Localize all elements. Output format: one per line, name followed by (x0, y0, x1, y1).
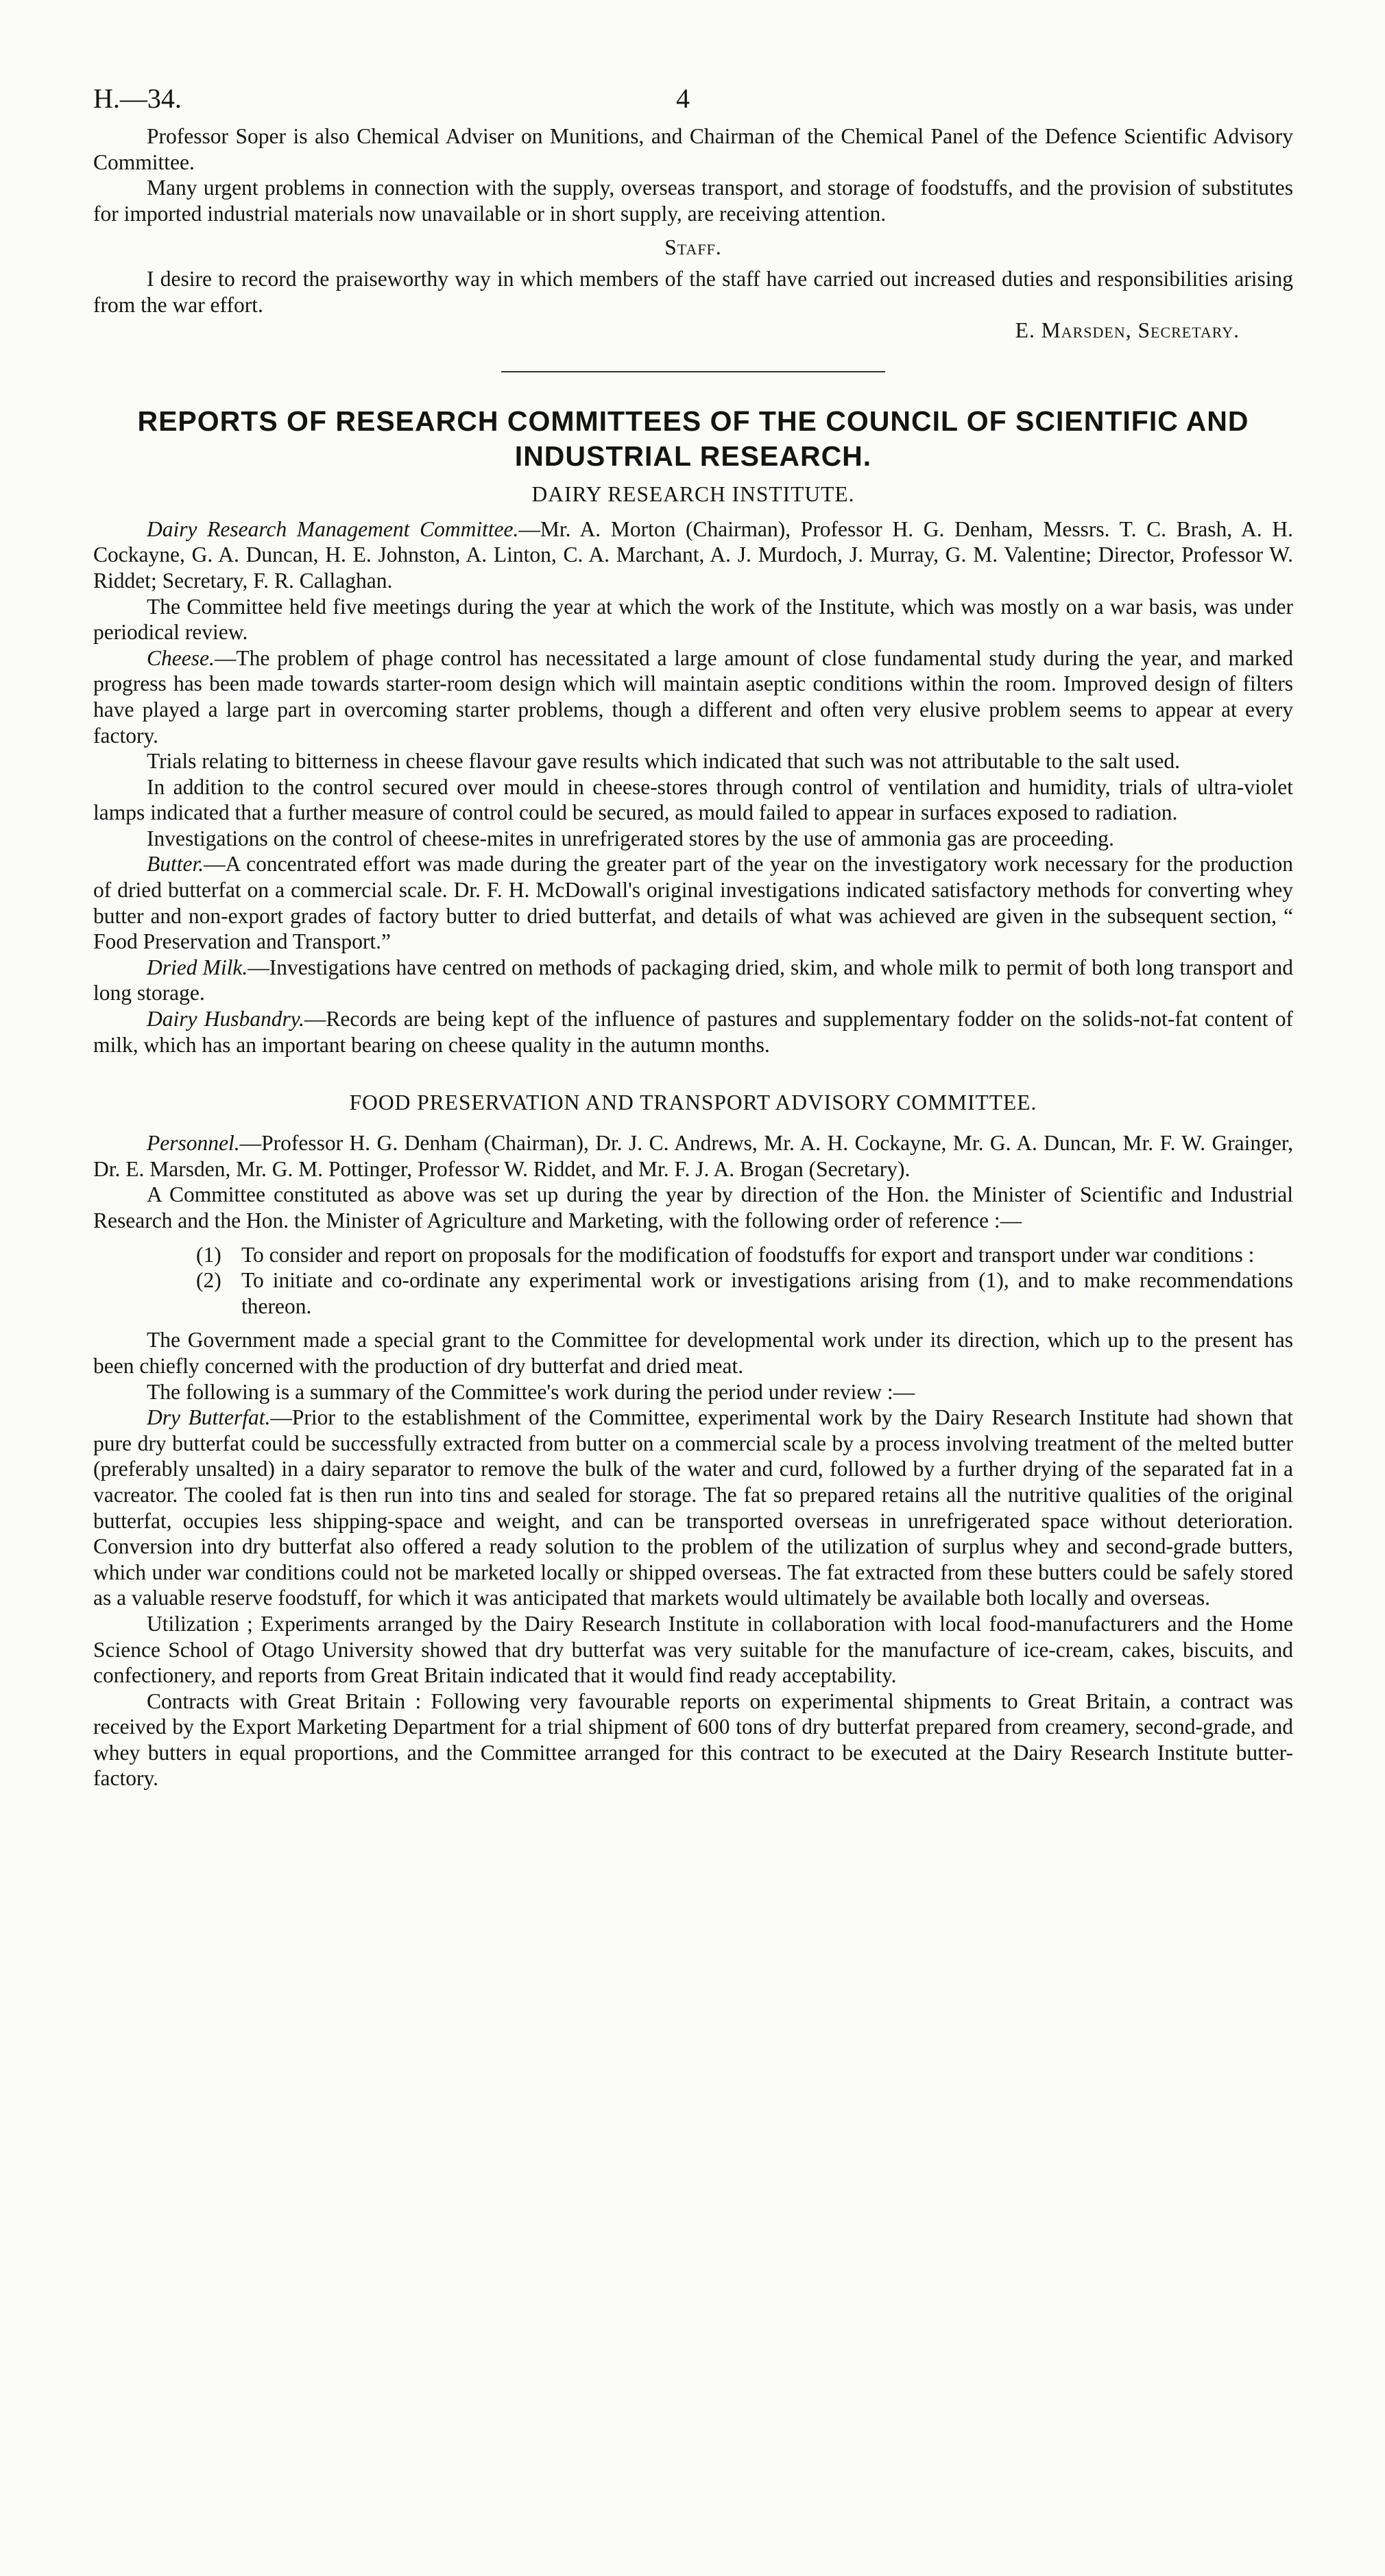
reference-number: (1) (196, 1242, 221, 1267)
dry-butterfat-text: —Prior to the establishment of the Committee, experimental work by the Dairy Research Institute had shown that pure dry butterfat could be successfully extracted from butter on a commercial scale by a process involving treatment of the melted butter (preferably unsalted) in a dairy separator to remove the bulk of the water and curd, followed by a further drying of the separated fat in a vacreator. The cooled fat is then run into tins and sealed for storage. The fat so prepared retains all the nutritive qualities of the original butterfat, occupies less shipping-space and weight, and can be transported overseas in unrefrigerated space without deterioration. Conversion into dry butterfat also offered a ready solution to the problem of the utilization of surplus whey and second-grade butters, which under war conditions could not be marketed locally or shipped overseas. The fat extracted from these butters could be safely stored as a valuable reserve foodstuff, for which it was anticipated that markets would ultimately be available both locally and overseas. (93, 1405, 1293, 1610)
summary-paragraph: The following is a summary of the Committee's work during the period under review :— (147, 1379, 915, 1404)
dry-butterfat-label: Dry Butterfat. (147, 1405, 271, 1430)
personnel-paragraph (93, 1130, 1293, 1182)
reference-text: To initiate and co-ordinate any experimental work or investigations arising from (1), and to make recommendations thereon. (241, 1268, 1293, 1318)
contracts-paragraph: Contracts with Great Britain : Following very favourable reports on experimental shipments to Great Britain, a contract was received by the Export Marketing Department for a trial shipment of 600 tons of dry butterfat prepared from creamery, second-grade, and whey butters in equal proportions, and the Committee arranged for this contract to be executed at the Dairy Research Institute butter-factory. (93, 1689, 1293, 1791)
staff-paragraph: I desire to record the praiseworthy way in which members of the staff have carried out increased duties and responsibilities arising from the war effort. (93, 266, 1293, 317)
butter-label: Butter. (147, 852, 204, 876)
dairy-husbandry-text: —Records are being kept of the influence of pastures and supplementary fodder on the solids-not-fat content of milk, which has an important bearing on cheese quality in the autumn months. (93, 1007, 1294, 1057)
page-header (93, 82, 1293, 123)
page-number: 4 (676, 83, 690, 114)
food-heading: FOOD PRESERVATION AND TRANSPORT ADVISORY COMMITTEE. (349, 1090, 1037, 1115)
butter-paragraph (93, 851, 1293, 954)
dairy-management-paragraph (93, 516, 1293, 594)
dairy-husbandry-paragraph (93, 1006, 1293, 1058)
mould-paragraph: In addition to the control secured over mould in cheese-stores through control of ventilation and humidity, trials of ultra-violet lamps indicated that a further measure of control could be secured, as mould failed to appear in surfaces exposed to radiation. (93, 774, 1293, 825)
document-reference: H.—34. (93, 83, 182, 114)
intro-paragraph-soper: Professor Soper is also Chemical Adviser on Munitions, and Chairman of the Chemical Panel of the Defence Scientific Advisory Committee. (93, 124, 1293, 174)
butter-text: —A concentrated effort was made during the greater part of the year on the investigatory work necessary for the production of dried butterfat on a commercial scale. Dr. F. H. McDowall's original investigations indicated satisfactory methods for converting whey butter and non-export grades of factory butter to dried butterfat, and details of what was achieved are given in the subsequent section, “ Food Preservation and Transport.” (93, 852, 1293, 954)
signature (93, 318, 1293, 344)
section-divider (501, 371, 885, 372)
bitterness-paragraph: Trials relating to bitterness in cheese flavour gave results which indicated that such was not attributable to the salt used. (147, 749, 1180, 774)
main-heading: REPORTS OF RESEARCH COMMITTEES OF THE COUNCIL OF SCIENTIFIC AND INDUSTRIAL RESEARCH. (137, 405, 1249, 472)
cheese-label: Cheese. (147, 645, 215, 670)
dried-milk-text: —Investigations have centred on methods of packaging dried, skim, and whole milk to permit of both long transport and long storage. (93, 955, 1293, 1005)
reference-number: (2) (196, 1268, 221, 1293)
dairy-management-text: —Mr. A. Morton (Chairman), Professor H. G. Denham, Messrs. T. C. Brash, A. H. Cockayne, G. A. Duncan, H. E. Johnston, A. Linton, C. A. Marchant, A. J. Murdoch, J. Murray, G. M. Valentine; Director, Professor W. Riddet; Secretary, F. R. Callaghan. (93, 516, 1293, 593)
dairy-heading: DAIRY RESEARCH INSTITUTE. (531, 481, 855, 506)
document-page (93, 82, 1293, 1791)
dairy-management-label: Dairy Research Management Committee. (147, 516, 519, 541)
mites-paragraph: Investigations on the control of cheese-mites in unrefrigerated stores by the use of ammonia gas are proceeding. (147, 826, 1114, 850)
dried-milk-paragraph (93, 955, 1293, 1006)
dairy-husbandry-label: Dairy Husbandry. (147, 1007, 304, 1031)
cheese-text: —The problem of phage control has necessitated a large amount of close fundamental study during the year, and marked progress has been made towards starter-room design which will maintain aseptic conditions within the room. Improved design of filters have played a large part in overcoming starter problems, though a different and often very elusive problem seems to appear at every factory. (93, 645, 1293, 748)
cheese-paragraph (93, 645, 1293, 748)
reference-text: To consider and report on proposals for the modification of foodstuffs for export and transport under war conditions : (241, 1242, 1255, 1267)
dry-butterfat-paragraph (93, 1405, 1293, 1611)
signature-text: E. Marsden, Secretary. (1015, 318, 1240, 343)
utilization-paragraph: Utilization ; Experiments arranged by the Dairy Research Institute in collaboration with local food-manufacturers and the Home Science School of Otago University showed that dry butterfat was very suitable for the manufacture of ice-cream, cakes, biscuits, and confectionery, and reports from Great Britain indicated that it would find ready acceptability. (93, 1611, 1293, 1688)
intro-paragraph-problems: Many urgent problems in connection with the supply, overseas transport, and storage of foodstuffs, and the provision of substitutes for imported industrial materials now unavailable or in short supply, are receiving attention. (93, 176, 1293, 226)
reference-item (196, 1242, 1293, 1268)
committee-paragraph: A Committee constituted as above was set up during the year by direction of the Hon. the Minister of Scientific and Industrial Research and the Hon. the Minister of Agriculture and Marketing, with the following order of reference :— (93, 1182, 1293, 1232)
dairy-meetings-paragraph: The Committee held five meetings during the year at which the work of the Institute, which was mostly on a war basis, was under periodical review. (93, 594, 1293, 645)
staff-heading: Staff. (664, 235, 722, 260)
reference-item (196, 1267, 1293, 1319)
personnel-text: —Professor H. G. Denham (Chairman), Dr. J. C. Andrews, Mr. A. H. Cockayne, Mr. G. A. Duncan, Mr. F. W. Grainger, Dr. E. Marsden, Mr. G. M. Pottinger, Professor W. Riddet, and Mr. F. J. A. Brogan (Secretary). (93, 1131, 1293, 1181)
personnel-label: Personnel. (147, 1131, 240, 1156)
dried-milk-label: Dried Milk. (147, 955, 248, 979)
grant-paragraph: The Government made a special grant to the Committee for developmental work under its direction, which up to the present has been chiefly concerned with the production of dry butterfat and dried meat. (93, 1328, 1293, 1378)
